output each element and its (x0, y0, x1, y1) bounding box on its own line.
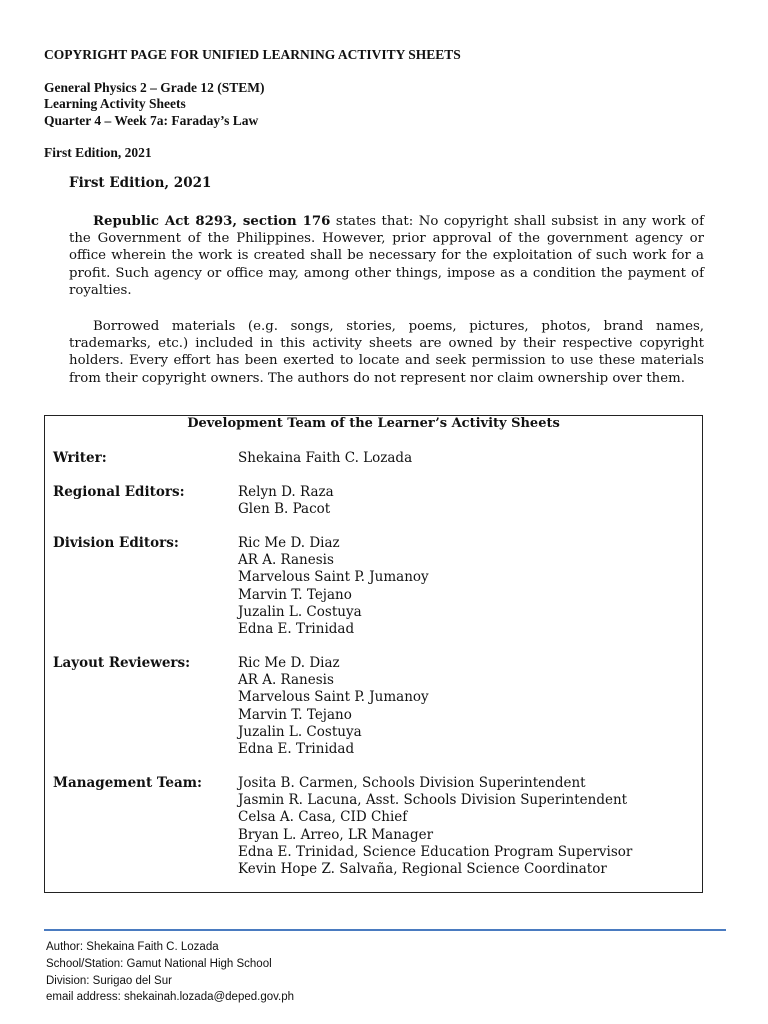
group-names (238, 655, 698, 758)
copyright-header (44, 47, 734, 162)
team-member: AR A. Ranesis (238, 672, 334, 689)
material-type: Learning Activity Sheets (44, 96, 186, 111)
team-member: Shekaina Faith C. Lozada (238, 450, 413, 466)
team-member: Edna E. Trinidad (238, 621, 355, 638)
team-member: Josita B. Carmen, Schools Division Superintendent (238, 775, 586, 791)
borrowed-materials-paragraph: Borrowed materials (e.g. songs, stories, poems, pictures, photos, brand names, trademarks, etc.) included in this activity sheets are owned by their respective copyright holders. Every effort has been exerted to locate and seek permission to use these materials from their copyright owners. The authors do not represent nor claim ownership over them. (69, 319, 704, 386)
footer-email: email address: shekainah.lozada@deped.gov.ph (46, 991, 295, 1004)
group-names (238, 450, 698, 467)
edition-line: First Edition, 2021 (44, 145, 152, 160)
group-names (238, 484, 698, 518)
team-member: Marvelous Saint P. Jumanoy (238, 689, 429, 706)
team-member: Glen B. Pacot (238, 501, 331, 518)
footer-division: Division: Surigao del Sur (46, 974, 172, 987)
team-member: Kevin Hope Z. Salvaña, Regional Science Coordinator (238, 861, 607, 878)
team-member: Ric Me D. Diaz (238, 655, 340, 671)
team-member: Celsa A. Casa, CID Chief (238, 809, 408, 826)
team-member: Marvin T. Tejano (238, 706, 352, 723)
team-member: Bryan L. Arreo, LR Manager (238, 826, 434, 843)
group-label: Writer: (53, 450, 107, 466)
group-label: Division Editors: (53, 535, 179, 551)
copyright-statement: states that: No copyright shall subsist in any work of the Government of the Philippines. However, prior approval of the government agency or office wherein the work is created shall be necessary for the exploitation of such work for a profit. Such agency or office may, among other things, impose as a condition the payment of royalties. (69, 214, 704, 298)
subject-title: General Physics 2 – Grade 12 (STEM) (44, 79, 265, 95)
edition-heading: First Edition, 2021 (69, 175, 212, 191)
group-names (238, 775, 698, 878)
team-member: AR A. Ranesis (238, 552, 334, 569)
team-member: Jasmin R. Lacuna, Asst. Schools Division Superintendent (238, 792, 628, 809)
team-member: Ric Me D. Diaz (238, 535, 340, 551)
team-member: Marvelous Saint P. Jumanoy (238, 569, 429, 586)
group-label: Regional Editors: (53, 484, 185, 500)
footer-info (46, 939, 294, 1006)
team-member: Edna E. Trinidad, Science Education Program Supervisor (238, 843, 633, 860)
quarter-week-title: Quarter 4 – Week 7a: Faraday’s Law (44, 112, 259, 128)
footer-divider (44, 929, 726, 931)
team-member: Edna E. Trinidad (238, 741, 355, 758)
group-names (238, 535, 698, 638)
team-member: Juzalin L. Costuya (238, 723, 362, 740)
team-title: Development Team of the Learner’s Activity Sheets (187, 416, 560, 431)
page-heading: COPYRIGHT PAGE FOR UNIFIED LEARNING ACTIVITY SHEETS (44, 47, 461, 62)
group-label: Management Team: (53, 775, 203, 791)
team-member: Juzalin L. Costuya (238, 603, 362, 620)
team-member: Marvin T. Tejano (238, 586, 352, 603)
development-team-box (44, 415, 703, 893)
footer-author: Author: Shekaina Faith C. Lozada (46, 941, 219, 953)
copyright-paragraph (69, 213, 704, 299)
team-member: Relyn D. Raza (238, 484, 334, 500)
republic-act-reference: Republic Act 8293, section 176 (93, 214, 331, 229)
group-label: Layout Reviewers: (53, 655, 191, 671)
footer-school: School/Station: Gamut National High School (46, 957, 272, 970)
